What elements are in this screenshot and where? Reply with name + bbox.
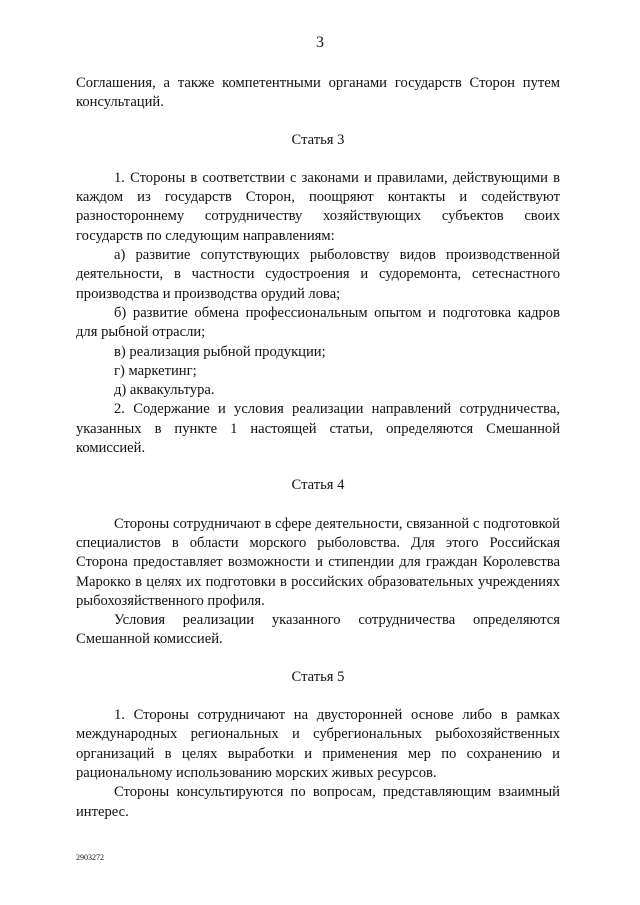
article-5-title: Статья 5 — [291, 668, 345, 685]
article-3-title: Статья 3 — [291, 131, 345, 148]
article-5-paragraph-1: 1. Стороны сотрудничают на двусторонней основе либо в рамках международных региональных и субрегиональных рыбохозяйственных организаций в целях выработки и применения мер по сохранению и рациональному использованию морских живых ресурсов. — [76, 707, 560, 781]
article-5-paragraph-2: Стороны консультируются по вопросам, представляющим взаимный интерес. — [76, 784, 560, 820]
article-3-item-a: а) развитие сопутствующих рыболовству видов производственной деятельности, в частности судостроения и судоремонта, сетеснастного производства и производства орудий лова; — [76, 247, 560, 302]
article-3-item-v: в) реализация рыбной продукции; — [114, 343, 326, 360]
article-3-item-g: г) маркетинг; — [114, 362, 197, 379]
article-3-paragraph-1: 1. Стороны в соответствии с законами и правилами, действующими в каждом из государств Сторон, поощряют контакты и содействуют разностороннему сотрудничеству хозяйствующих субъектов своих государств по следующим направлениям: — [76, 169, 560, 244]
intro-paragraph: Соглашения, а также компетентными органами государств Сторон путем консультаций. — [76, 75, 560, 111]
article-3-item-b: б) развитие обмена профессиональным опытом и подготовка кадров для рыбной отрасли; — [76, 304, 560, 341]
article-4-title: Статья 4 — [291, 477, 345, 494]
article-3-paragraph-2: 2. Содержание и условия реализации направлений сотрудничества, указанных в пункте 1 настоящей статьи, определяются Смешанной комиссией. — [76, 401, 560, 457]
document-code: 2903272 — [76, 853, 104, 862]
page-number: 3 — [316, 34, 324, 51]
article-3-item-d: д) аквакультура. — [114, 382, 215, 399]
article-4-paragraph-2: Условия реализации указанного сотрудничества определяются Смешанной комиссией. — [76, 612, 560, 648]
article-4-paragraph-1: Стороны сотрудничают в сфере деятельности, связанной с подготовкой специалистов в области морского рыболовства. Для этого Российская Сторона предоставляет возможности и стипендии для граждан Королевства Марокко в целях их подготовки в российских образовательных учреждениях рыбохозяйственного профиля. — [76, 515, 560, 609]
document-body — [76, 74, 560, 822]
